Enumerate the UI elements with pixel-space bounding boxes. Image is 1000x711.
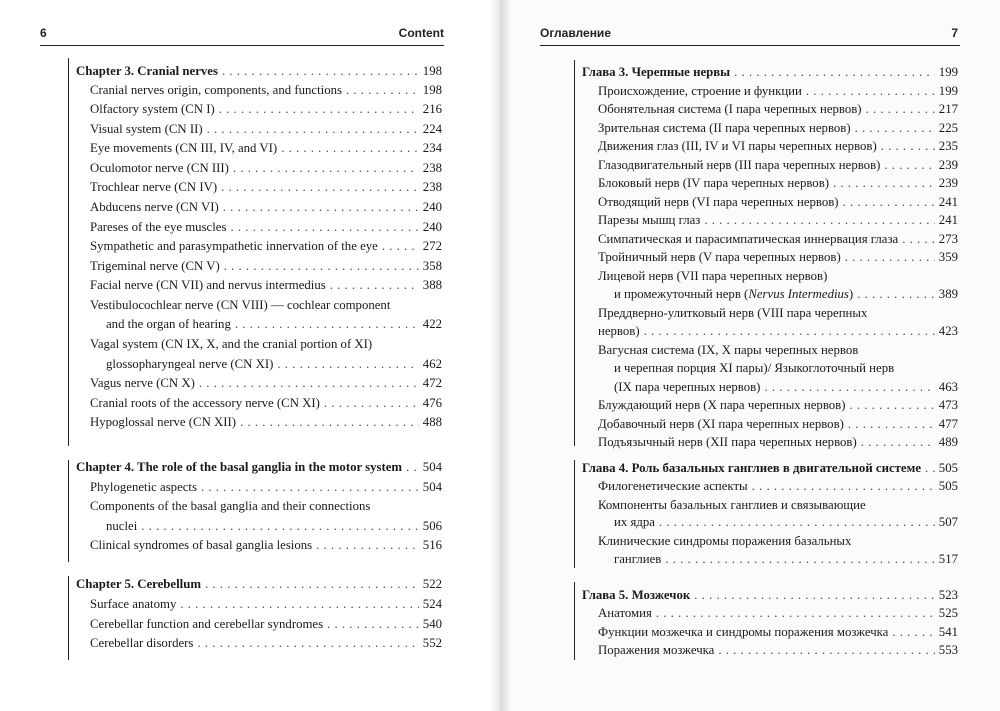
toc-entry[interactable]: glossopharyngeal nerve (CN XI) . . . 462	[106, 353, 442, 373]
toc-entry-line[interactable]: Клинические синдромы поражения базальных	[598, 534, 852, 548]
toc-entry-line[interactable]: Вагусная система (IX, X пары черепных нервов	[598, 343, 859, 357]
toc-entry[interactable]: Глазодвигательный нерв (III пара черепных нервов) . . . 239	[598, 154, 958, 174]
toc-entry[interactable]: Парезы мышц глаз . . . 241	[598, 209, 958, 229]
toc-entry[interactable]: Visual system (CN II) . . . 224	[90, 118, 442, 138]
toc-entry[interactable]: Pareses of the eye muscles . . . 240	[90, 216, 442, 236]
toc-entry[interactable]: и промежуточный нерв (Nervus Intermedius) . . . 389	[614, 283, 958, 303]
book-spine	[490, 0, 510, 711]
toc-entry[interactable]: Phylogenetic aspects . . . 504	[90, 476, 442, 496]
toc-entry[interactable]: Olfactory system (CN I) . . . 216	[90, 98, 442, 118]
toc-entry[interactable]: Trochlear nerve (CN IV) . . . 238	[90, 176, 442, 196]
toc-chapter[interactable]: Глава 4. Роль базальных ганглиев в двигательной системе . . . 505	[582, 457, 958, 477]
toc-entry[interactable]: ганглиев . . . 517	[614, 548, 958, 568]
toc-entry-line[interactable]: Vestibulocochlear nerve (CN VIII) — cochlear component	[90, 298, 391, 312]
toc-entry[interactable]: nuclei . . . 506	[106, 515, 442, 535]
toc-entry[interactable]: Анатомия . . . 525	[598, 602, 958, 622]
toc-entry[interactable]: Происхождение, строение и функции . . . 199	[598, 80, 958, 100]
toc-entry-line[interactable]: Лицевой нерв (VII пара черепных нервов)	[598, 269, 828, 283]
toc-entry[interactable]: Cranial nerves origin, components, and functions . . . 198	[90, 79, 442, 99]
toc-entry[interactable]: Cerebellar function and cerebellar syndromes . . . 540	[90, 613, 442, 633]
left-page	[0, 0, 490, 711]
toc-entry[interactable]: Блуждающий нерв (X пара черепных нервов) . . . 473	[598, 394, 958, 414]
toc-entry-line[interactable]: и черепная порция XI пары)/ Языкоглоточный нерв	[614, 361, 895, 375]
page-number: 7	[951, 26, 958, 40]
chapter-bracket-line	[574, 582, 575, 660]
toc-chapter[interactable]: Chapter 3. Cranial nerves . . . 198	[76, 60, 442, 80]
toc-entry[interactable]: Отводящий нерв (VI пара черепных нервов) . . . 241	[598, 191, 958, 211]
chapter-bracket-line	[574, 460, 575, 568]
toc-entry[interactable]: Поражения мозжечка . . . 553	[598, 639, 958, 659]
toc-entry[interactable]: Движения глаз (III, IV и VI пары черепных нервов) . . . 235	[598, 135, 958, 155]
toc-entry-line[interactable]: Преддверно-улитковый нерв (VIII пара черепных	[598, 306, 868, 320]
header-rule	[540, 45, 960, 46]
chapter-bracket-line	[68, 576, 69, 660]
toc-entry-line[interactable]: Vagal system (CN IX, X, and the cranial portion of XI)	[90, 337, 373, 351]
toc-entry[interactable]: Eye movements (CN III, IV, and VI) . . . 234	[90, 137, 442, 157]
toc-entry[interactable]: их ядра . . . 507	[614, 511, 958, 531]
toc-entry[interactable]: Блоковый нерв (IV пара черепных нервов) . . . 239	[598, 172, 958, 192]
toc-entry[interactable]: Oculomotor nerve (CN III) . . . 238	[90, 157, 442, 177]
toc-entry[interactable]: Симпатическая и парасимпатическая иннервация глаза . . . 273	[598, 228, 958, 248]
toc-chapter[interactable]: Chapter 5. Cerebellum . . . 522	[76, 573, 442, 593]
running-header: Оглавление	[540, 26, 611, 40]
running-header: Content	[398, 26, 444, 40]
chapter-bracket-line	[574, 60, 575, 446]
toc-entry[interactable]: Hypoglossal nerve (CN XII) . . . 488	[90, 411, 442, 431]
toc-entry[interactable]: Cranial roots of the accessory nerve (CN XI) . . . 476	[90, 392, 442, 412]
toc-entry[interactable]: Facial nerve (CN VII) and nervus intermedius . . . 388	[90, 274, 442, 294]
page-number: 6	[40, 26, 47, 40]
toc-entry[interactable]: Abducens nerve (CN VI) . . . 240	[90, 196, 442, 216]
toc-entry[interactable]: Vagus nerve (CN X) . . . 472	[90, 372, 442, 392]
header-rule	[40, 45, 444, 46]
toc-entry[interactable]: Trigeminal nerve (CN V) . . . 358	[90, 255, 442, 275]
toc-entry[interactable]: нервов) . . . 423	[598, 320, 958, 340]
chapter-bracket-line	[68, 58, 69, 446]
toc-entry[interactable]: Добавочный нерв (XI пара черепных нервов) . . . 477	[598, 413, 958, 433]
toc-chapter[interactable]: Chapter 4. The role of the basal ganglia in the motor system . . . 504	[76, 456, 442, 476]
toc-entry[interactable]: Функции мозжечка и синдромы поражения мозжечка . . . 541	[598, 621, 958, 641]
toc-entry[interactable]: Обонятельная система (I пара черепных нервов) . . . 217	[598, 98, 958, 118]
toc-entry-line[interactable]: Components of the basal ganglia and their connections	[90, 499, 371, 513]
toc-chapter[interactable]: Глава 5. Мозжечок . . . 523	[582, 584, 958, 604]
toc-entry[interactable]: (IX пара черепных нервов) . . . 463	[614, 376, 958, 396]
toc-entry[interactable]: Surface anatomy . . . 524	[90, 593, 442, 613]
toc-entry[interactable]: Clinical syndromes of basal ganglia lesions . . . 516	[90, 534, 442, 554]
toc-entry[interactable]: Подъязычный нерв (XII пара черепных нервов) . . . 489	[598, 431, 958, 451]
toc-entry[interactable]: Cerebellar disorders . . . 552	[90, 632, 442, 652]
toc-chapter[interactable]: Глава 3. Черепные нервы . . . 199	[582, 61, 958, 81]
toc-entry[interactable]: Sympathetic and parasympathetic innervation of the eye . . . 272	[90, 235, 442, 255]
toc-entry[interactable]: and the organ of hearing . . . 422	[106, 313, 442, 333]
toc-entry[interactable]: Филогенетические аспекты . . . 505	[598, 475, 958, 495]
right-page	[510, 0, 1000, 711]
toc-entry[interactable]: Зрительная система (II пара черепных нервов) . . . 225	[598, 117, 958, 137]
toc-entry[interactable]: Тройничный нерв (V пара черепных нервов) . . . 359	[598, 246, 958, 266]
toc-entry-line[interactable]: Компоненты базальных ганглиев и связывающие	[598, 498, 866, 512]
chapter-bracket-line	[68, 460, 69, 562]
